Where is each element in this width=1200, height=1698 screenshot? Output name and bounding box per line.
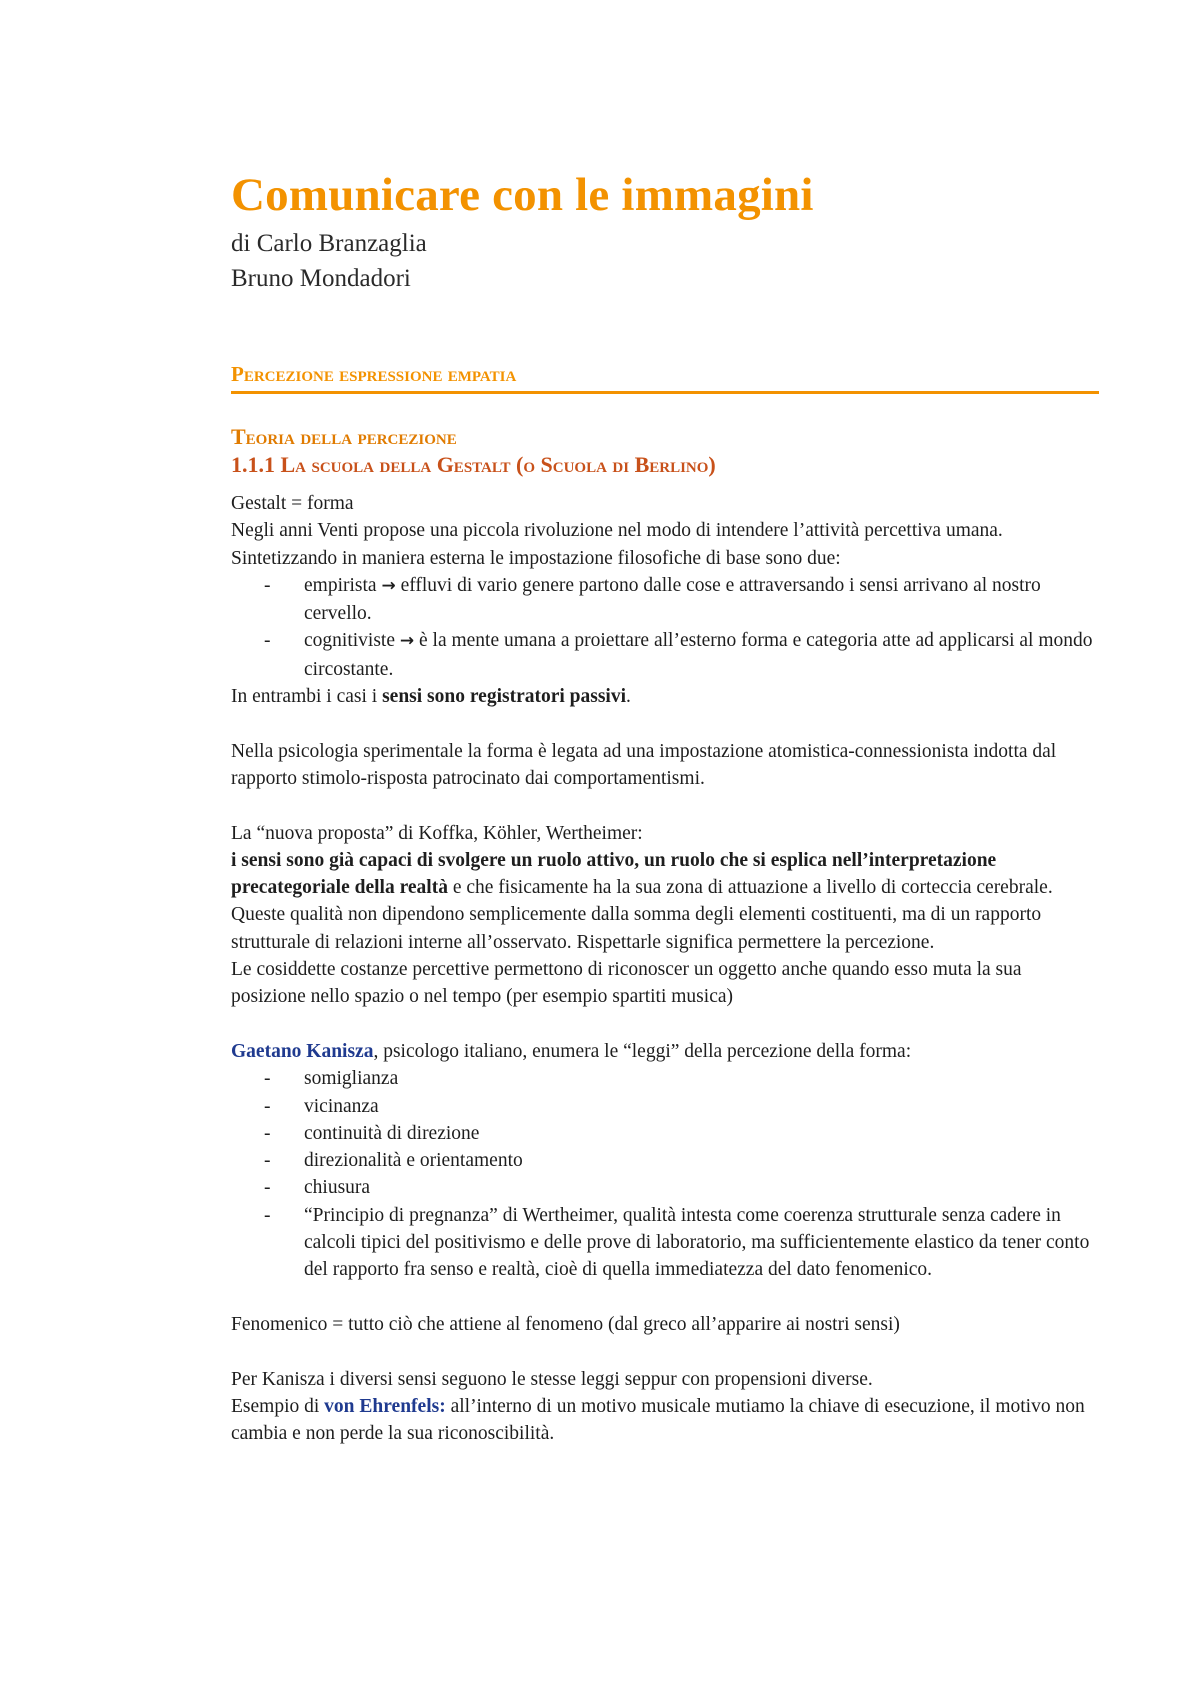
paragraph-gestalt-definition: Gestalt = forma <box>231 493 354 514</box>
list-item-text: chiusura <box>304 1177 371 1199</box>
body-text <box>231 490 1099 1447</box>
subsubsection-heading: 1.1.1 La scuola della Gestalt (o Scuola di Berlino) <box>231 452 716 477</box>
list-item-description: effluvi di vario genere partono dalle cose e attraversando i sensi arrivano al nostro cervello. <box>304 574 1041 625</box>
paragraph-entrambi <box>231 683 1099 710</box>
paragraph-sensi-attivi <box>231 847 1099 902</box>
list-item <box>231 1174 1099 1201</box>
arrow-right-icon: → <box>399 631 415 652</box>
text-run: Esempio di <box>231 1395 325 1417</box>
list-item <box>231 1093 1099 1120</box>
emphasis-text: sensi sono registratori passivi <box>382 686 627 708</box>
dash-bullet: - <box>264 1177 271 1199</box>
list-item <box>231 627 1099 683</box>
list-item-text: somiglianza <box>304 1068 399 1090</box>
subsection-heading: Teoria della percezione <box>231 424 457 449</box>
text-run: In entrambi i casi i <box>231 686 383 708</box>
list-item <box>231 1147 1099 1174</box>
list-item-text: “Principio di pregnanza” di Wertheimer, qualità intesta come coerenza strutturale senza cadere in calcoli tipici del positivismo e delle prove di laboratorio, ma sufficientemente elastico da tener conto del rapporto fra senso e realtà, cioè di quella immediatezza del dato fenomenico. <box>304 1204 1090 1281</box>
list-item <box>231 572 1099 628</box>
paragraph-per-kanisza: Per Kanisza i diversi sensi seguono le stesse leggi seppur con propensioni diverse. <box>231 1368 873 1390</box>
paragraph-anni-venti: Negli anni Venti propose una piccola rivoluzione nel modo di intendere l’attività percettiva umana. <box>231 520 1003 542</box>
dash-bullet: - <box>264 1204 271 1226</box>
dash-bullet: - <box>264 1150 271 1172</box>
dash-bullet: - <box>264 1095 271 1117</box>
paragraph-nuova-proposta: La “nuova proposta” di Koffka, Köhler, Wertheimer: <box>231 822 643 844</box>
paragraph-qualita: Queste qualità non dipendono semplicemente dalla somma degli elementi costituenti, ma di un rapporto strutturale di relazioni interne all’osservato. Rispettarle significa permettere la percezione. <box>231 904 1042 953</box>
paragraph-costanze: Le cosiddette costanze percettive permettono di riconoscer un oggetto anche quando esso muta la sua posizione nello spazio o nel tempo (per esempio spartiti musica) <box>231 959 1022 1008</box>
arrow-right-icon: → <box>381 575 396 596</box>
section-heading: Percezione espressione empatia <box>231 362 517 386</box>
list-item <box>231 1065 1099 1092</box>
laws-list <box>231 1065 1099 1283</box>
author-line: di Carlo Branzaglia <box>231 230 427 257</box>
text-run: . <box>626 686 631 708</box>
emphasis-text: i sensi sono già capaci di svolgere un ruolo attivo, un ruolo che si esplica nell’interpretazione precategoriale della realtà <box>231 849 997 899</box>
paragraph-fenomenico: Fenomenico = tutto ciò che attiene al fenomeno (dal greco all’apparire ai nostri sensi) <box>231 1313 900 1335</box>
list-item <box>231 1202 1099 1284</box>
list-item <box>231 1120 1099 1147</box>
dash-bullet: - <box>264 574 271 596</box>
text-run: , psicologo italiano, enumera le “leggi” della percezione della forma: <box>373 1040 912 1062</box>
publisher-line: Bruno Mondadori <box>231 265 411 292</box>
list-item-text: direzionalità e orientamento <box>304 1150 523 1172</box>
paragraph-esempio <box>231 1393 1099 1448</box>
list-item-text: vicinanza <box>304 1095 379 1117</box>
section-divider <box>231 391 1099 394</box>
text-run: all’interno di un motivo musicale mutiamo la chiave di esecuzione, il motivo non cambia e non perde la sua riconoscibilità. <box>231 1395 1085 1445</box>
document-title: Comunicare con le immagini <box>231 169 814 221</box>
list-item-text: continuità di direzione <box>304 1122 480 1144</box>
person-name: von Ehrenfels: <box>324 1395 446 1417</box>
dash-bullet: - <box>264 630 271 652</box>
list-item-description: è la mente umana a proiettare all’esterno forma e categoria atte ad applicarsi al mondo circostante. <box>304 630 1093 680</box>
paragraph-sintetizzando: Sintetizzando in maniera esterna le impostazione filosofiche di base sono due: <box>231 547 841 569</box>
paragraph-kanisza <box>231 1038 1099 1065</box>
person-name: Gaetano Kanisza <box>231 1040 374 1062</box>
philosophy-list <box>231 572 1099 683</box>
list-item-term: cognitiviste <box>304 630 395 652</box>
paragraph-psicologia: Nella psicologia sperimentale la forma è legata ad una impostazione atomistica-connessionista indotta dal rapporto stimolo-risposta patrocinato dai comportamentismi. <box>231 740 1057 789</box>
list-item-term: empirista <box>304 574 377 596</box>
dash-bullet: - <box>264 1068 271 1090</box>
text-run: e che fisicamente ha la sua zona di attuazione a livello di corteccia cerebrale. <box>447 877 1053 899</box>
dash-bullet: - <box>264 1122 271 1144</box>
